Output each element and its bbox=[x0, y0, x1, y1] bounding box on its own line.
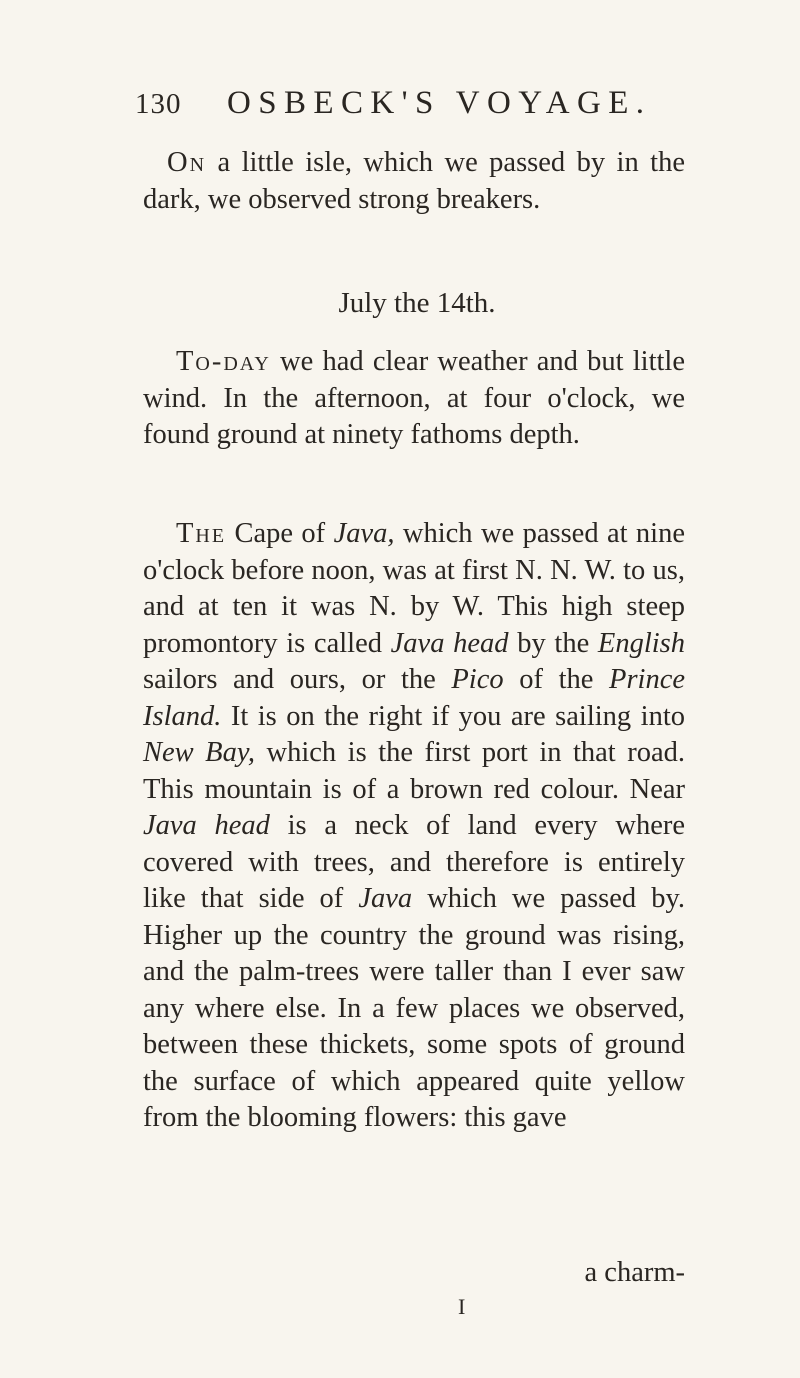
catchword: a charm- bbox=[584, 1257, 685, 1288]
paragraph-text: we had clear weather and but little wind. In the afternoon, at four o'clock, we found ground at ninety fathoms depth. bbox=[143, 346, 685, 450]
text-run: Cape of bbox=[226, 518, 334, 549]
paragraph-lead-word: The bbox=[176, 518, 227, 549]
italic-place-name: Java, bbox=[333, 518, 395, 549]
text-run: which is the first port in that road. This mountain is of a brown red colour. Near bbox=[143, 737, 685, 805]
paragraph-text: a little isle, which we passed by in the dark, we observed strong breakers. bbox=[143, 147, 685, 215]
text-run: which we passed at nine o'clock before noon, was at first N. N. W. to us, and at ten it was N. by W. This high steep promontory is called bbox=[143, 518, 685, 659]
italic-place-name: Java bbox=[358, 883, 413, 914]
running-title: OSBECK'S VOYAGE. bbox=[227, 85, 652, 121]
paragraph-lead-word: To-day bbox=[176, 346, 271, 377]
text-run: is a neck of land every where covered with trees, and therefore is entirely like that side of bbox=[143, 810, 685, 914]
paragraph-weather bbox=[143, 344, 685, 454]
italic-place-name: New Bay, bbox=[143, 737, 256, 768]
signature-mark: I bbox=[458, 1294, 466, 1319]
paragraph-cape-of-java bbox=[143, 516, 685, 1137]
italic-place-name: Prince Island. bbox=[143, 664, 685, 732]
running-head bbox=[135, 78, 695, 128]
text-run: It is on the right if you are sailing into bbox=[221, 700, 685, 732]
text-run: which we passed by. Higher up the country the ground was rising, and the palm-trees were taller than I ever saw any where else. In a few places we observed, between these thickets, some spots of ground the surface of which appeared quite yellow from the blooming flowers: this gave bbox=[143, 883, 686, 1133]
text-run: of the bbox=[503, 664, 610, 695]
paragraph-isle-breakers bbox=[143, 145, 685, 218]
italic-place-name: Pico bbox=[451, 664, 504, 695]
italic-place-name: Java head bbox=[390, 627, 509, 659]
paragraph-lead-word: On bbox=[167, 147, 207, 178]
text-run: by the bbox=[508, 627, 598, 659]
date-heading: July the 14th. bbox=[338, 287, 496, 319]
italic-word: English bbox=[597, 627, 685, 659]
italic-place-name: Java head bbox=[143, 810, 270, 841]
text-run: sailors and ours, or the bbox=[143, 664, 452, 695]
page-number: 130 bbox=[135, 88, 182, 120]
